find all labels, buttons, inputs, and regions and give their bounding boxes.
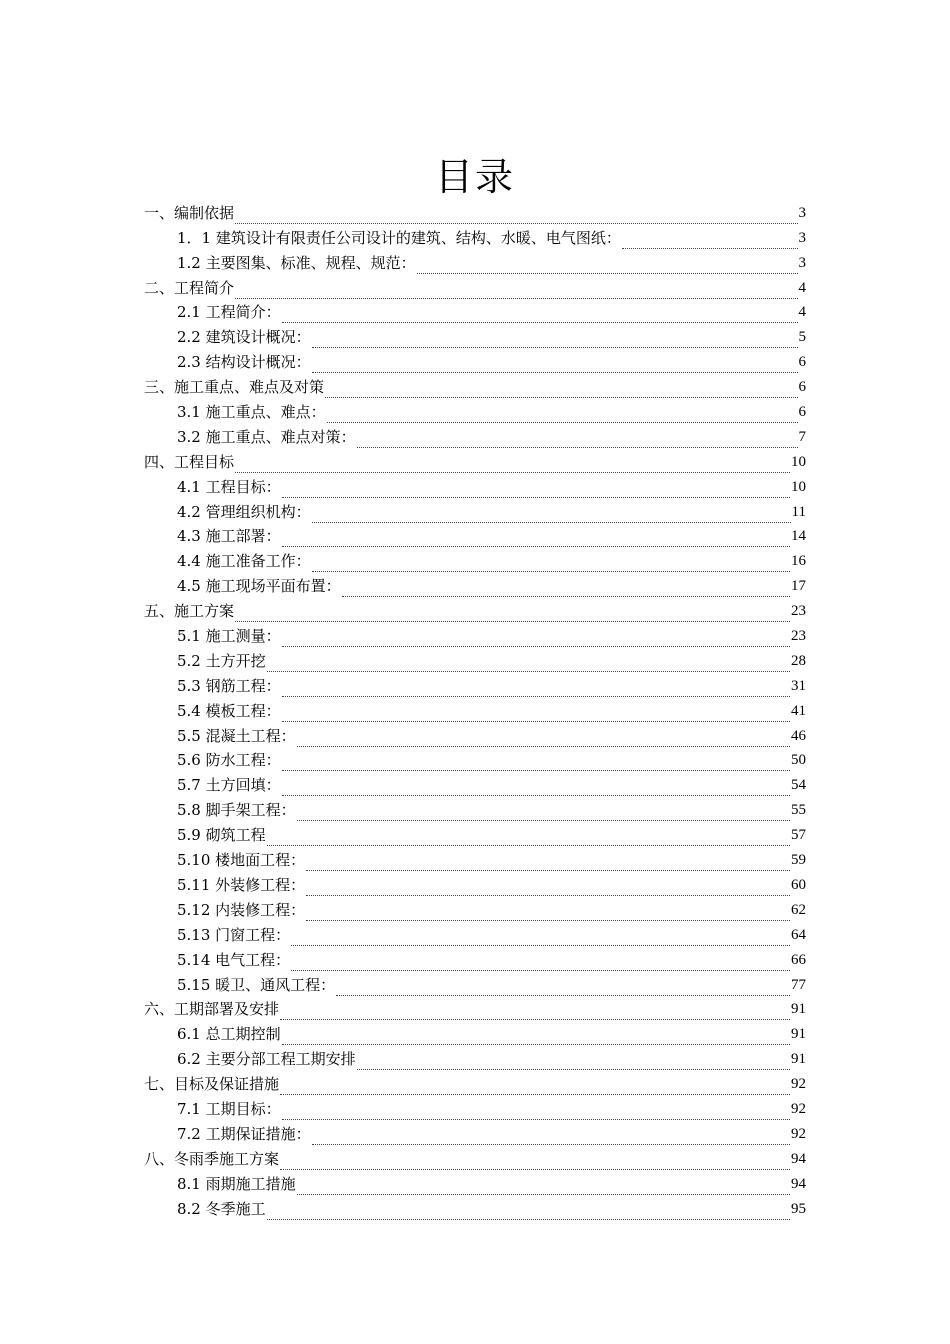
dot-leader [291, 954, 790, 971]
toc-subsection-entry[interactable] [144, 1020, 806, 1045]
dot-leader [280, 1078, 790, 1095]
toc-page-number: 91 [791, 1051, 806, 1068]
toc-subsection-entry[interactable] [144, 323, 806, 348]
toc-page-number: 92 [791, 1125, 806, 1142]
toc-entry-label: 5.8 脚手架工程： [177, 801, 296, 820]
toc-subsection-entry[interactable] [144, 647, 806, 672]
toc-subsection-entry[interactable] [144, 946, 806, 971]
toc-entry-label: 5.15 暖卫、通风工程： [177, 975, 336, 994]
toc-page-number: 10 [791, 478, 806, 495]
dot-leader [622, 232, 798, 249]
toc-page-number: 5 [798, 329, 806, 346]
dot-leader [282, 779, 790, 796]
toc-entry-label: 5.10 楼地面工程： [177, 851, 306, 870]
toc-subsection-entry[interactable] [144, 547, 806, 572]
toc-section-entry[interactable] [144, 199, 806, 224]
dot-leader [306, 854, 790, 871]
toc-subsection-entry[interactable] [144, 249, 806, 274]
toc-subsection-entry[interactable] [144, 523, 806, 548]
toc-subsection-entry[interactable] [144, 1095, 806, 1120]
toc-page-number: 16 [791, 553, 806, 570]
toc-subsection-entry[interactable] [144, 1195, 806, 1220]
toc-entry-label: 2.2 建筑设计概况： [177, 328, 311, 347]
toc-subsection-entry[interactable] [144, 299, 806, 324]
dot-leader [297, 730, 790, 747]
toc-subsection-entry[interactable] [144, 871, 806, 896]
toc-page-number: 14 [791, 528, 806, 545]
toc-page-number: 46 [791, 727, 806, 744]
toc-subsection-entry[interactable] [144, 1170, 806, 1195]
toc-entry-label: 六、工期部署及安排 [144, 1000, 280, 1019]
toc-subsection-entry[interactable] [144, 572, 806, 597]
dot-leader [282, 754, 790, 771]
toc-subsection-entry[interactable] [144, 423, 806, 448]
toc-entry-label: 5.9 砌筑工程 [177, 826, 266, 845]
toc-subsection-entry[interactable] [144, 672, 806, 697]
toc-section-entry[interactable] [144, 597, 806, 622]
dot-leader [280, 1153, 790, 1170]
toc-entry-label: 8.1 雨期施工措施 [177, 1174, 296, 1193]
dot-leader [235, 605, 790, 622]
toc-subsection-entry[interactable] [144, 971, 806, 996]
dot-leader [312, 1128, 790, 1145]
toc-entry-label: 5.13 门窗工程： [177, 925, 291, 944]
toc-entry-label: 7.1 工期目标： [177, 1099, 281, 1118]
toc-entry-label: 3.2 施工重点、难点对策： [177, 427, 356, 446]
toc-subsection-entry[interactable] [144, 771, 806, 796]
toc-page-number: 64 [791, 926, 806, 943]
toc-page-number: 3 [798, 204, 806, 221]
toc-page-number: 11 [791, 503, 806, 520]
dot-leader [282, 1028, 790, 1045]
toc-page-number: 6 [798, 354, 806, 371]
toc-entry-label: 5.1 施工测量： [177, 627, 281, 646]
toc-entry-label: 四、工程目标 [144, 452, 235, 471]
toc-page-number: 7 [798, 428, 806, 445]
dot-leader [312, 555, 790, 572]
dot-leader [306, 879, 790, 896]
toc-entry-label: 5.5 混凝土工程： [177, 726, 296, 745]
toc-entry-label: 5.2 土方开挖 [177, 651, 266, 670]
dot-leader [267, 655, 790, 672]
toc-entry-label: 8.2 冬季施工 [177, 1199, 266, 1218]
dot-leader [282, 705, 790, 722]
toc-page-number: 55 [791, 802, 806, 819]
toc-section-entry[interactable] [144, 1145, 806, 1170]
toc-page-number: 3 [798, 229, 806, 246]
toc-entry-label: 5.6 防水工程： [177, 751, 281, 770]
toc-page-number: 10 [791, 453, 806, 470]
dot-leader [235, 207, 797, 224]
toc-page-number: 66 [791, 951, 806, 968]
toc-subsection-entry[interactable] [144, 1120, 806, 1145]
dot-leader [312, 331, 798, 348]
toc-entry-label: 7.2 工期保证措施： [177, 1124, 311, 1143]
toc-page-number: 94 [791, 1150, 806, 1167]
dot-leader [282, 530, 790, 547]
toc-entry-label: 三、施工重点、难点及对策 [144, 378, 325, 397]
toc-page-number: 3 [798, 254, 806, 271]
toc-entry-label: 4.5 施工现场平面布置： [177, 577, 341, 596]
toc-page-number: 31 [791, 677, 806, 694]
toc-entry-label: 一、编制依据 [144, 203, 235, 222]
toc-subsection-entry[interactable] [144, 473, 806, 498]
toc-page-number: 28 [791, 652, 806, 669]
toc-page-number: 17 [791, 578, 806, 595]
dot-leader [325, 381, 797, 398]
dot-leader [282, 481, 790, 498]
dot-leader [417, 257, 798, 274]
toc-page-number: 6 [798, 379, 806, 396]
toc-subsection-entry[interactable] [144, 348, 806, 373]
dot-leader [282, 630, 790, 647]
toc-subsection-entry[interactable] [144, 846, 806, 871]
dot-leader [282, 680, 790, 697]
dot-leader [282, 1103, 790, 1120]
toc-page-number: 23 [791, 603, 806, 620]
toc-section-entry[interactable] [144, 1070, 806, 1095]
toc-section-entry[interactable] [144, 448, 806, 473]
toc-subsection-entry[interactable] [144, 224, 806, 249]
dot-leader [357, 1053, 790, 1070]
toc-entry-label: 4.2 管理组织机构： [177, 502, 311, 521]
toc-entry-label: 4.4 施工准备工作： [177, 552, 311, 571]
toc-page-number: 23 [791, 628, 806, 645]
toc-subsection-entry[interactable] [144, 697, 806, 722]
toc-page-number: 95 [791, 1200, 806, 1217]
toc-entry-label: 1．1 建筑设计有限责任公司设计的建筑、结构、水暖、电气图纸： [177, 228, 621, 247]
toc-page-number: 57 [791, 827, 806, 844]
toc-page-number: 92 [791, 1076, 806, 1093]
toc-subsection-entry[interactable] [144, 896, 806, 921]
toc-entry-label: 5.14 电气工程： [177, 950, 291, 969]
toc-entry-label: 4.1 工程目标： [177, 477, 281, 496]
dot-leader [291, 929, 790, 946]
dot-leader [297, 804, 790, 821]
toc-page-number: 4 [798, 279, 806, 296]
toc-entry-label: 5.3 钢筋工程： [177, 676, 281, 695]
toc-subsection-entry[interactable] [144, 796, 806, 821]
toc-section-entry[interactable] [144, 274, 806, 299]
dot-leader [327, 406, 798, 423]
toc-entry-label: 6.1 总工期控制 [177, 1025, 281, 1044]
toc-subsection-entry[interactable] [144, 722, 806, 747]
toc-subsection-entry[interactable] [144, 498, 806, 523]
toc-page-number: 91 [791, 1026, 806, 1043]
toc-entry-label: 1.2 主要图集、标准、规程、规范： [177, 253, 416, 272]
toc-section-entry[interactable] [144, 373, 806, 398]
dot-leader [280, 1003, 790, 1020]
toc-section-entry[interactable] [144, 996, 806, 1021]
toc-page-number: 77 [791, 976, 806, 993]
toc-page-number: 41 [791, 702, 806, 719]
toc-entry-label: 3.1 施工重点、难点： [177, 403, 326, 422]
toc-page-number: 54 [791, 777, 806, 794]
toc-entry-label: 二、工程简介 [144, 278, 235, 297]
toc-entry-label: 6.2 主要分部工程工期安排 [177, 1050, 356, 1069]
toc-subsection-entry[interactable] [144, 821, 806, 846]
toc-page-number: 94 [791, 1175, 806, 1192]
toc-entry-label: 2.3 结构设计概况： [177, 353, 311, 372]
toc-entry-label: 5.4 模板工程： [177, 701, 281, 720]
toc-subsection-entry[interactable] [144, 622, 806, 647]
table-of-contents [144, 199, 806, 1220]
toc-entry-label: 5.11 外装修工程： [177, 875, 306, 894]
toc-entry-label: 五、施工方案 [144, 602, 235, 621]
toc-entry-label: 七、目标及保证措施 [144, 1075, 280, 1094]
toc-page-number: 59 [791, 852, 806, 869]
dot-leader [342, 580, 790, 597]
toc-subsection-entry[interactable] [144, 398, 806, 423]
dot-leader [235, 456, 790, 473]
toc-page-number: 92 [791, 1100, 806, 1117]
dot-leader [297, 1178, 790, 1195]
dot-leader [312, 506, 791, 523]
page-title: 目录 [434, 155, 515, 200]
toc-subsection-entry[interactable] [144, 921, 806, 946]
dot-leader [336, 979, 790, 996]
toc-subsection-entry[interactable] [144, 747, 806, 772]
toc-page-number: 60 [791, 876, 806, 893]
toc-page-number: 6 [798, 404, 806, 421]
dot-leader [235, 282, 797, 299]
dot-leader [357, 431, 798, 448]
toc-entry-label: 5.7 土方回填： [177, 776, 281, 795]
dot-leader [312, 356, 798, 373]
toc-page-number: 50 [791, 752, 806, 769]
toc-entry-label: 5.12 内装修工程： [177, 900, 306, 919]
toc-page-number: 4 [798, 304, 806, 321]
toc-page-number: 62 [791, 901, 806, 918]
toc-subsection-entry[interactable] [144, 1045, 806, 1070]
dot-leader [267, 829, 790, 846]
dot-leader [306, 904, 790, 921]
toc-entry-label: 八、冬雨季施工方案 [144, 1149, 280, 1168]
dot-leader [282, 306, 798, 323]
toc-entry-label: 2.1 工程简介： [177, 303, 281, 322]
toc-page-number: 91 [791, 1001, 806, 1018]
dot-leader [267, 1203, 790, 1220]
toc-entry-label: 4.3 施工部署： [177, 527, 281, 546]
